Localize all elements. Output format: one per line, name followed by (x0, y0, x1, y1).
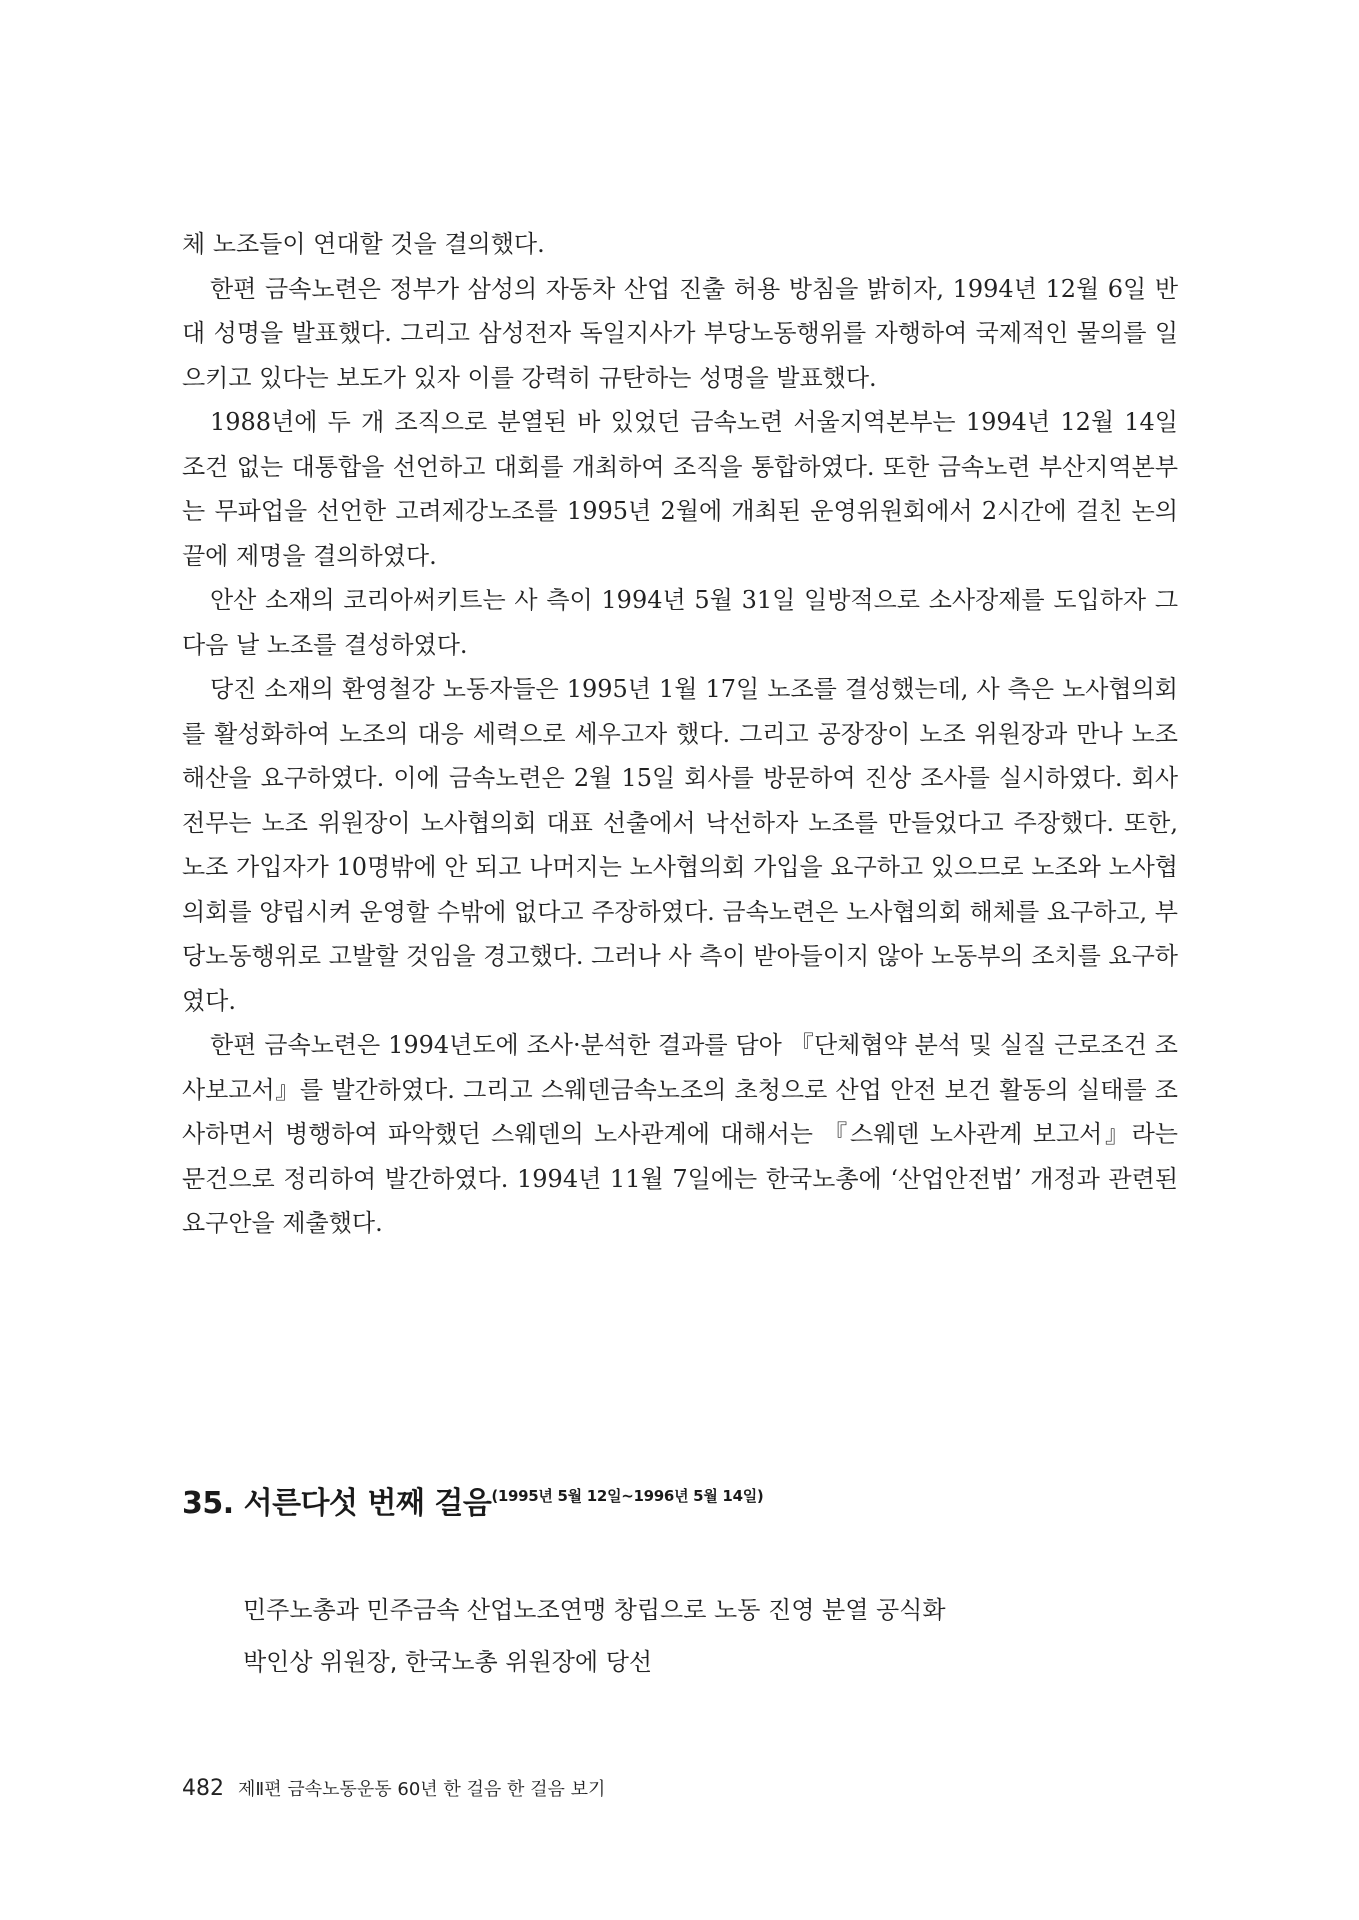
running-title: 제Ⅱ편 금속노동운동 60년 한 걸음 한 걸음 보기 (238, 1779, 606, 1800)
summary-line: 민주노총과 민주금속 산업노조연맹 창립으로 노동 진영 분열 공식화 (243, 1596, 946, 1624)
summary-line: 박인상 위원장, 한국노총 위원장에 당선 (243, 1648, 653, 1676)
paragraph: 당진 소재의 환영철강 노동자들은 1995년 1월 17일 노조를 결성했는데, 사 측은 노사협의회를 활성화하여 노조의 대응 세력으로 세우고자 했다. 그리고 공장장이 노조 위원장과 만나 노조 해산을 요구하였다. 이에 금속노련은 2월 15일 회사를 방문하여 진상 조사를 실시하였다. 회사 전무는 노조 위원장이 노사협의회 대표 선출에서 낙선하자 노조를 만들었다고 주장했다. 또한, 노조 가입자가 10명밖에 안 되고 나머지는 노사협의회 가입을 요구하고 있으므로 노조와 노사협의회를 양립시켜 운영할 수밖에 없다고 주장하였다. 금속노련은 노사협의회 해체를 요구하고, 부당노동행위로 고발할 것임을 경고했다. 그러나 사 측이 받아들이지 않아 노동부의 조치를 요구하였다. (182, 675, 1178, 1015)
paragraph: 한편 금속노련은 1994년도에 조사·분석한 결과를 담아 『단체협약 분석 및 실질 근로조건 조사보고서』를 발간하였다. 그리고 스웨덴금속노조의 초청으로 산업 안전 보건 활동의 실태를 조사하면서 병행하여 파악했던 스웨덴의 노사관계에 대해서는 『스웨덴 노사관계 보고서』라는 문건으로 정리하여 발간하였다. 1994년 11월 7일에는 한국노총에 ‘산업안전법’ 개정과 관련된 요구안을 제출했다. (182, 1031, 1178, 1237)
page-number: 482 (182, 1776, 224, 1801)
section-title: 35. 서른다섯 번째 걸음 (182, 1486, 492, 1521)
section-date-range: (1995년 5월 12일~1996년 5월 14일) (491, 1487, 764, 1505)
page-footer (182, 1775, 605, 1801)
paragraph: 한편 금속노련은 정부가 삼성의 자동차 산업 진출 허용 방침을 밝히자, 1994년 12월 6일 반대 성명을 발표했다. 그리고 삼성전자 독일지사가 부당노동행위를 자행하여 국제적인 물의를 일으키고 있다는 보도가 있자 이를 강력히 규탄하는 성명을 발표했다. (182, 274, 1178, 392)
section-heading (182, 1478, 763, 1522)
paragraph: 1988년에 두 개 조직으로 분열된 바 있었던 금속노련 서울지역본부는 1994년 12월 14일 조건 없는 대통합을 선언하고 대회를 개최하여 조직을 통합하였다. 또한 금속노련 부산지역본부는 무파업을 선언한 고려제강노조를 1995년 2월에 개최된 운영위원회에서 2시간에 걸친 논의 끝에 제명을 결의하였다. (182, 408, 1179, 570)
paragraph: 안산 소재의 코리아써키트는 사 측이 1994년 5월 31일 일방적으로 소사장제를 도입하자 그 다음 날 노조를 결성하였다. (182, 586, 1178, 659)
body-text (182, 222, 1178, 1246)
paragraph-continuation: 체 노조들이 연대할 것을 결의했다. (182, 230, 545, 258)
section-summary (243, 1584, 946, 1688)
